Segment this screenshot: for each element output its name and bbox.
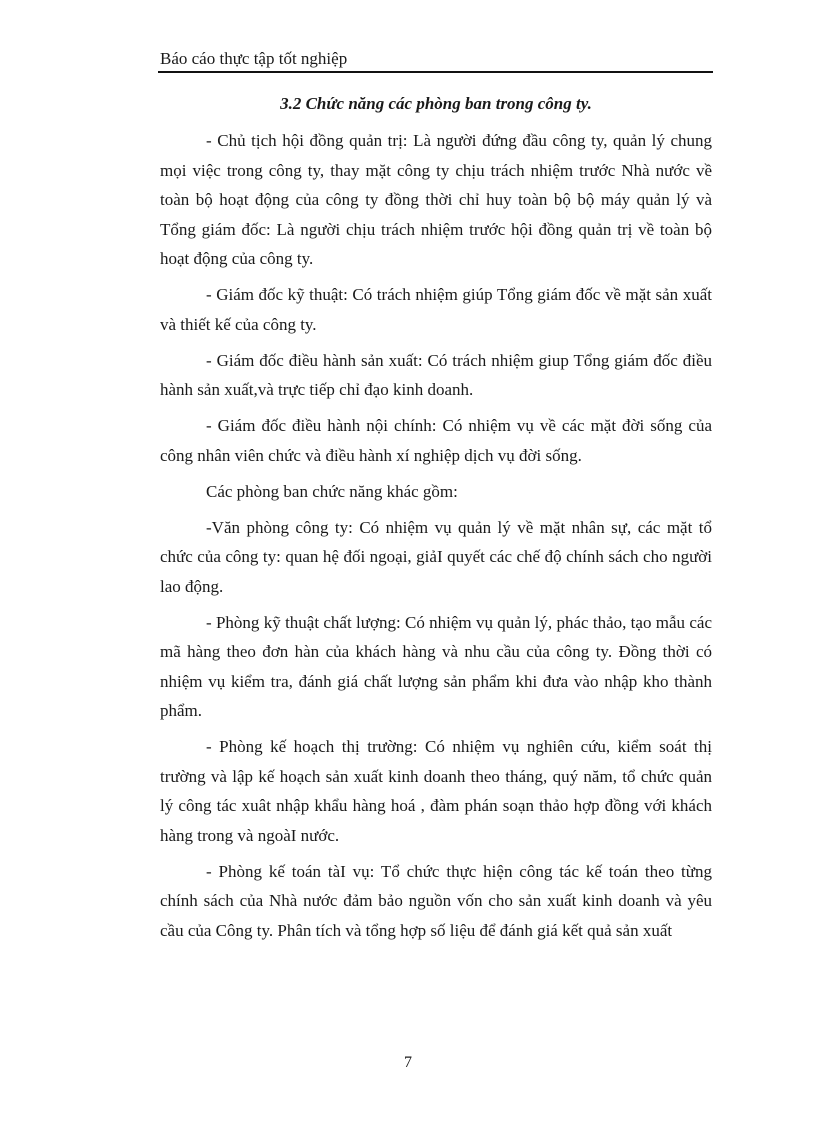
paragraph-other-departments-intro: Các phòng ban chức năng khác gồm: bbox=[206, 481, 458, 501]
header-divider bbox=[158, 71, 713, 73]
paragraph-accounting-finance-dept: - Phòng kế toán tàI vụ: Tổ chức thực hiện công tác kế toán theo từng chính sách của Nhà nước đảm bảo nguồn vốn cho sản xuất kinh doanh và yêu cầu của Công ty. Phân tích và tổng hợp số liệu để đánh giá kết quả sản xuất bbox=[160, 861, 712, 940]
page-number: 7 bbox=[404, 1054, 412, 1071]
paragraph-company-office: -Văn phòng công ty: Có nhiệm vụ quản lý về mặt nhân sự, các mặt tổ chức của công ty: quan hệ đối ngoại, giảI quyết các chế độ chính sách cho người lao động. bbox=[160, 517, 712, 596]
paragraph-market-planning-dept: - Phòng kế hoạch thị trường: Có nhiệm vụ nghiên cứu, kiểm soát thị trường và lập kế hoạch sản xuất kinh doanh theo tháng, quý năm, tổ chức quản lý công tác xuât nhập khẩu hàng hoá , đàm phán soạn thảo hợp đồng với khách hàng trong và ngoàI nước. bbox=[160, 737, 712, 845]
paragraph-technical-director: - Giám đốc kỹ thuật: Có trách nhiệm giúp Tổng giám đốc về mặt sản xuất và thiết kế của công ty. bbox=[160, 285, 712, 334]
page-header-title: Báo cáo thực tập tốt nghiệp bbox=[160, 49, 348, 68]
paragraph-internal-affairs-director: - Giám đốc điều hành nội chính: Có nhiệm vụ về các mặt đời sống của công nhân viên chức và điều hành xí nghiệp dịch vụ đời sống. bbox=[160, 416, 712, 465]
section-title: 3.2 Chức năng các phòng ban trong công ty. bbox=[280, 94, 592, 113]
paragraph-chairman: - Chủ tịch hội đồng quản trị: Là người đứng đầu công ty, quản lý chung mọi việc trong công ty, thay mặt công ty chịu trách nhiệm trước Nhà nước về toàn bộ hoạt động của công ty đồng thời chỉ huy toàn bộ bộ máy quản lý và Tổng giám đốc: Là người chịu trách nhiệm trước hội đồng quản trị về toàn bộ hoạt động của công ty. bbox=[160, 131, 712, 268]
paragraph-quality-technical-dept: - Phòng kỹ thuật chất lượng: Có nhiệm vụ quản lý, phác thảo, tạo mẫu các mã hàng theo đơn hàn của khách hàng và nhu cầu của công ty. Đồng thời có nhiệm vụ kiểm tra, đánh giá chất lượng sản phẩm khi đưa vào nhập kho thành phẩm. bbox=[160, 612, 712, 720]
document-body bbox=[160, 92, 712, 952]
paragraph-production-director: - Giám đốc điều hành sản xuất: Có trách nhiệm giup Tổng giám đốc điều hành sản xuất,và trực tiếp chỉ đạo kinh doanh. bbox=[160, 350, 712, 399]
